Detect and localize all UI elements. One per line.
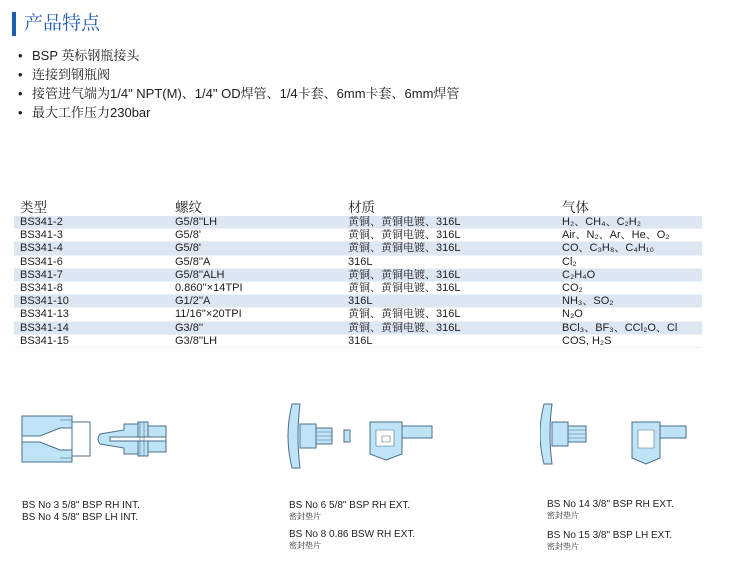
table-header-row [14, 194, 702, 216]
cell-gas: Cl₂ [556, 255, 702, 268]
cell-gas: Air、N₂、Ar、He、O₂ [556, 229, 702, 242]
cell-thread: G3/8''LH [169, 334, 342, 347]
cell-thread: 11/16''×20TPI [169, 308, 342, 321]
cell-material: 黄铜、黄铜电镀、316L [342, 229, 556, 242]
cell-thread: G5/8' [169, 242, 342, 255]
caption-right-2: BS No 15 3/8" BSP LH EXT. [547, 530, 673, 541]
cell-thread: G5/8' [169, 229, 342, 242]
cell-gas: BCl₃、BF₃、CCl₂O、Cl [556, 321, 702, 334]
caption-mid-1: BS No 6 5/8" BSP RH EXT. [289, 500, 411, 511]
fitting-drawing-external-right [540, 398, 690, 470]
cell-type: BS341-8 [14, 281, 169, 294]
cell-gas: N₂O [556, 308, 702, 321]
cell-thread: G1/2''A [169, 295, 342, 308]
table-row [14, 281, 702, 294]
cell-gas: C₂H₄O [556, 268, 702, 281]
cell-type: BS341-2 [14, 216, 169, 229]
caption-left-2: BS No 4 5/8" BSP LH INT. [22, 512, 139, 523]
caption-right-1: BS No 14 3/8" BSP RH EXT. [547, 499, 674, 510]
title-accent-bar [12, 12, 16, 36]
cell-type: BS341-6 [14, 255, 169, 268]
caption-right-sub-2: 密封垫片 [547, 542, 579, 551]
cell-thread: G5/8''A [169, 255, 342, 268]
cell-gas: H₂、CH₄、C₂H₂ [556, 216, 702, 229]
feature-item: • 最大工作压力230bar [18, 103, 459, 122]
cell-thread: G5/8''ALH [169, 268, 342, 281]
cell-type: BS341-14 [14, 321, 169, 334]
page-title: 产品特点 [24, 13, 101, 34]
cell-gas: CO、C₃H₈、C₄H₁₀ [556, 242, 702, 255]
header-thread: 螺纹 [175, 200, 202, 215]
feature-list [18, 46, 459, 122]
cell-thread: G5/8''LH [169, 216, 342, 229]
cell-thread: 0.860''×14TPI [169, 281, 342, 294]
table-row [14, 268, 702, 281]
table-row [14, 308, 702, 321]
table-row [14, 242, 702, 255]
table-row [14, 295, 702, 308]
cell-gas: COS, H₂S [556, 334, 702, 347]
cell-gas: NH₃、SO₂ [556, 295, 702, 308]
fitting-drawing-external-mid [286, 400, 436, 472]
cell-type: BS341-10 [14, 295, 169, 308]
header-material: 材质 [348, 200, 375, 215]
cell-type: BS341-15 [14, 334, 169, 347]
cell-type: BS341-3 [14, 229, 169, 242]
feature-item: • 连接到钢瓶阀 [18, 65, 459, 84]
cell-type: BS341-7 [14, 268, 169, 281]
table-row [14, 334, 702, 347]
feature-item: • BSP 英标钢瓶接头 [18, 46, 459, 65]
header-type: 类型 [20, 200, 47, 215]
cell-material: 316L [342, 334, 556, 347]
cell-type: BS341-13 [14, 308, 169, 321]
cell-material: 黄铜、黄铜电镀、316L [342, 268, 556, 281]
table-row [14, 321, 702, 334]
caption-right-sub-1: 密封垫片 [547, 511, 579, 520]
caption-mid-sub-1: 密封垫片 [289, 512, 321, 521]
cell-thread: G3/8'' [169, 321, 342, 334]
header-gas: 气体 [562, 200, 589, 215]
cell-material: 黄铜、黄铜电镀、316L [342, 216, 556, 229]
caption-mid-2: BS No 8 0.86 BSW RH EXT. [289, 529, 416, 540]
feature-item: • 接管进气端为1/4" NPT(M)、1/4" OD焊管、1/4卡套、6mm卡套、6mm焊管 [18, 84, 459, 103]
cell-material: 黄铜、黄铜电镀、316L [342, 242, 556, 255]
cell-type: BS341-4 [14, 242, 169, 255]
fitting-drawing-internal [20, 408, 170, 470]
cell-material: 316L [342, 295, 556, 308]
table-row [14, 216, 702, 229]
cell-material: 黄铜、黄铜电镀、316L [342, 281, 556, 294]
cell-material: 黄铜、黄铜电镀、316L [342, 321, 556, 334]
cell-material: 316L [342, 255, 556, 268]
caption-mid-sub-2: 密封垫片 [289, 541, 321, 550]
caption-left-1: BS No 3 5/8" BSP RH INT. [22, 500, 140, 511]
spec-table [14, 194, 702, 348]
table-row [14, 255, 702, 268]
table-row [14, 229, 702, 242]
cell-gas: CO₂ [556, 281, 702, 294]
cell-material: 黄铜、黄铜电镀、316L [342, 308, 556, 321]
